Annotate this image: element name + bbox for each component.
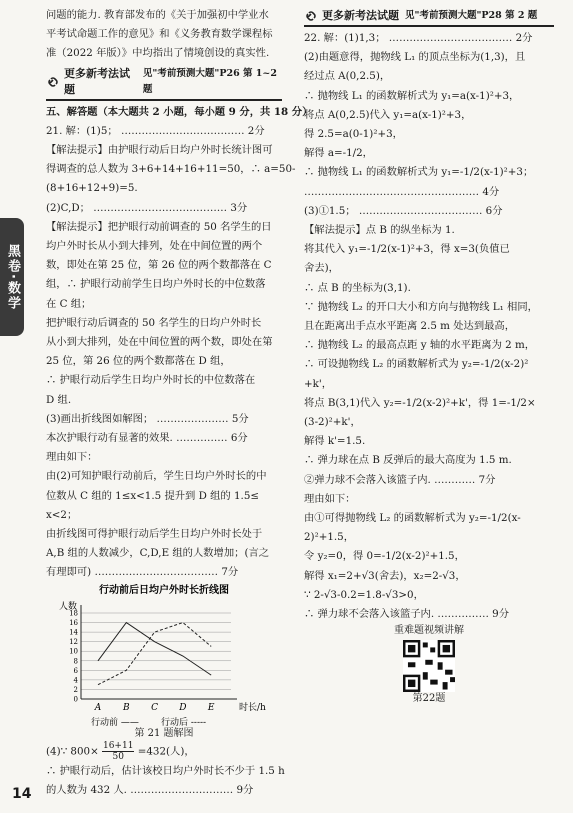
q21-line: (2)C,D； ………………………………… 3分: [46, 201, 248, 214]
y-tick-label: 18: [69, 609, 78, 618]
q22-line: ∴ 弹力球不会落入该篮子内. …………… 9分: [304, 608, 509, 621]
left-column: [46, 6, 313, 800]
banner-head: 更多新考法试题: [322, 9, 399, 22]
q22-line: (2)由题意得，抛物线 L₁ 的顶点坐标为(1,3)，且: [304, 51, 526, 64]
q22-line: ∴ 抛物线 L₁ 的函数解析式为 y₁=-1/2(x-1)²+3；: [304, 166, 534, 179]
more-questions-banner: [46, 66, 282, 101]
q22-line: ∵ 抛物线 L₂ 的开口大小和方向与抛物线 L₁ 相同，: [304, 300, 538, 313]
q22-line: 由①可得抛物线 L₂ 的函数解析式为 y₂=-1/2(x-: [304, 512, 521, 525]
q22-line: 将点 A(0,2.5)代入 y₁=a(x-1)²+3，: [304, 108, 472, 121]
q22-line: 【解法提示】点 B 的纵坐标为 1.: [304, 224, 455, 237]
q21-part4-pre: (4)∵ 800×: [46, 745, 99, 758]
q21-line: x<2；: [46, 508, 78, 521]
q21-line: 得调查的总人数为 3+6+14+16+11=50，∴ a=50-: [46, 163, 296, 176]
qr-caption: 第22题: [412, 693, 446, 705]
q22-line: 解得 k'=1.5.: [304, 435, 366, 448]
banner-ref: 见"考前预测大题"P28 第 2 题: [405, 10, 538, 21]
q21-line: (3)画出折线图如解图； ………………… 5分: [46, 412, 249, 425]
legend-entry: 行动后 -----: [161, 717, 207, 728]
q22-line: 将点 B(3,1)代入 y₂=-1/2(x-2)²+k'，得 1=-1/2×: [304, 396, 536, 409]
q22-line: ∴ 弹力球在点 B 反弹后的最大高度为 1.5 m.: [304, 454, 512, 467]
link-icon: [46, 75, 60, 89]
q22-line: 解得 x₁=2+√3(舍去)，x₂=2-√3，: [304, 569, 466, 582]
q22-line: ∴ 点 B 的坐标为(3,1).: [304, 281, 411, 294]
q21-line: 21. 解：(1)5； ……………………………… 2分: [46, 124, 265, 137]
intro-line: 问题的能力. 教育部发布的《关于加强初中学业水: [46, 9, 269, 21]
q21-line: 由(2)可知护眼行动前后，学生日均户外时长的中: [46, 470, 267, 483]
legend-entry: 行动前 ——: [91, 717, 139, 728]
q22-line: ∵ 2-√3-0.2=1.8-√3>0，: [304, 588, 424, 601]
y-tick-label: 12: [69, 637, 78, 646]
q22-line: 且在距离出手点水平距离 2.5 m 处达到最高，: [304, 320, 516, 333]
q22-line: (3-2)²+k'，: [304, 416, 361, 429]
chart-title: 行动前后日均户外时长折线图: [99, 584, 229, 596]
chart-caption: 第 21 题解图: [134, 727, 194, 739]
section-heading: 五、解答题（本大题共 2 小题，每小题 9 分，共 18 分）: [46, 105, 313, 118]
line-chart: [49, 583, 279, 727]
q21-line: 组，∴ 护眼行动前学生日均户外时长的中位数落: [46, 278, 266, 291]
x-axis-label: 时长/h: [239, 702, 266, 713]
x-tick-label: C: [151, 702, 159, 713]
q21-line: D 组.: [46, 393, 72, 406]
y-tick-label: 8: [73, 656, 78, 665]
x-tick-label: A: [94, 702, 102, 713]
q22-line: 得 2.5=a(0-1)²+3，: [304, 128, 403, 141]
y-tick-label: 0: [73, 695, 78, 704]
right-column: [304, 6, 554, 706]
q21-line: 25 位，第 26 位的两个数都落在 D 组，: [46, 355, 231, 368]
banner-head: 更多新考法试题: [64, 66, 130, 96]
series-line: [98, 622, 211, 675]
more-questions-banner: [304, 8, 554, 27]
q21-line: 理由如下：: [46, 451, 98, 464]
y-tick-label: 6: [73, 666, 78, 675]
q21-line: 把护眼行动后调查的 50 名学生的日均户外时长: [46, 316, 262, 329]
q22-line: 2)²+1.5，: [304, 531, 354, 544]
q22-line: ∴ 可设抛物线 L₂ 的函数解析式为 y₂=-1/2(x-2)²: [304, 358, 529, 371]
q21-line: ∴ 护眼行动后学生日均户外时长的中位数落在: [46, 374, 256, 387]
q22-line: 令 y₂=0，得 0=-1/2(x-2)²+1.5，: [304, 550, 465, 563]
link-icon: [304, 9, 318, 23]
q21-line: 有理即可) ……………………………… 7分: [46, 566, 239, 579]
q21-line: 位数从 C 组的 1≤x<1.5 提升到 D 组的 1.5≤: [46, 489, 260, 502]
y-axis-label: 人数: [59, 601, 78, 612]
q22-line: 解得 a=-1/2，: [304, 147, 373, 160]
q22-line: ∴ 抛物线 L₁ 的函数解析式为 y₁=a(x-1)²+3，: [304, 89, 520, 102]
y-tick-label: 14: [69, 628, 78, 637]
y-tick-label: 4: [73, 676, 78, 685]
x-tick-label: D: [179, 702, 187, 713]
q22-line: 理由如下：: [304, 492, 356, 505]
video-label: 重难题视频讲解: [394, 625, 464, 637]
fraction-den: 50: [112, 751, 124, 762]
q22-line: +k'，: [304, 377, 332, 390]
x-tick-label: B: [122, 702, 130, 713]
intro-line: 平考试命题工作的意见》和《义务教育数学课程标: [46, 28, 273, 41]
y-tick-label: 10: [69, 647, 78, 656]
q21-part4: [46, 741, 282, 762]
fraction: [102, 741, 134, 762]
q21-line: (8+16+12+9)=5.: [46, 182, 138, 195]
q21-line: 【解法提示】由护眼行动后日均户外时长统计图可: [46, 144, 273, 157]
qr-code-icon[interactable]: [403, 640, 455, 692]
q21-line: 在 C 组；: [46, 297, 92, 310]
q22-line: ∴ 抛物线 L₂ 的最高点距 y 轴的水平距离为 2 m，: [304, 339, 536, 352]
q21-line: 【解法提示】把护眼行动前调查的 50 名学生的日: [46, 220, 272, 233]
q21-line: 从小到大排列，处在中间位置的两个数，即处在第: [46, 336, 273, 349]
q22-line: (3)①1.5； ……………………………… 6分: [304, 204, 503, 217]
page-number: 14: [12, 786, 32, 802]
q22-line: 22. 解：(1)1,3； ……………………………… 2分: [304, 32, 533, 44]
q21-line: A,B 组的人数减少，C,D,E 组的人数增加；(言之: [46, 547, 270, 560]
side-tab: 黑卷·数学: [0, 218, 24, 336]
q22-line: 将其代入 y₁=-1/2(x-1)²+3，得 x=3(负值已: [304, 243, 510, 256]
x-tick-label: E: [207, 702, 215, 713]
q21-line: 数，即处在第 25 位，第 26 位的两个数都落在 C: [46, 259, 272, 272]
q22-line: ②弹力球不会落入该篮子内. ………… 7分: [304, 473, 496, 486]
q21-line: 本次护眼行动有显著的效果. …………… 6分: [46, 432, 248, 445]
q22-line: 舍去)，: [304, 262, 339, 275]
q21-line: 的人数为 432 人. ………………………… 9分: [46, 783, 254, 796]
q21-line: 均户外时长从小到大排列，处在中间位置的两个: [46, 240, 263, 253]
banner-ref: 见"考前预测大题"P26 第 1~2 题: [142, 67, 277, 95]
q21-line: ∴ 护眼行动后，估计该校日均户外时长不少于 1.5 h: [46, 764, 285, 777]
y-tick-label: 2: [73, 685, 78, 694]
q21-part4-post: =432(人)，: [137, 745, 195, 758]
fraction-num: 16+11: [102, 740, 134, 751]
q22-line: 经过点 A(0,2.5)，: [304, 70, 391, 83]
q22-line: …………………………………………… 4分: [304, 185, 500, 198]
y-tick-label: 16: [69, 618, 78, 627]
q21-line: 由折线图可得护眼行动后学生日均户外时长处于: [46, 528, 263, 541]
intro-line: 准（2022 年版）》中均指出了情境创设的真实性.: [46, 47, 270, 60]
